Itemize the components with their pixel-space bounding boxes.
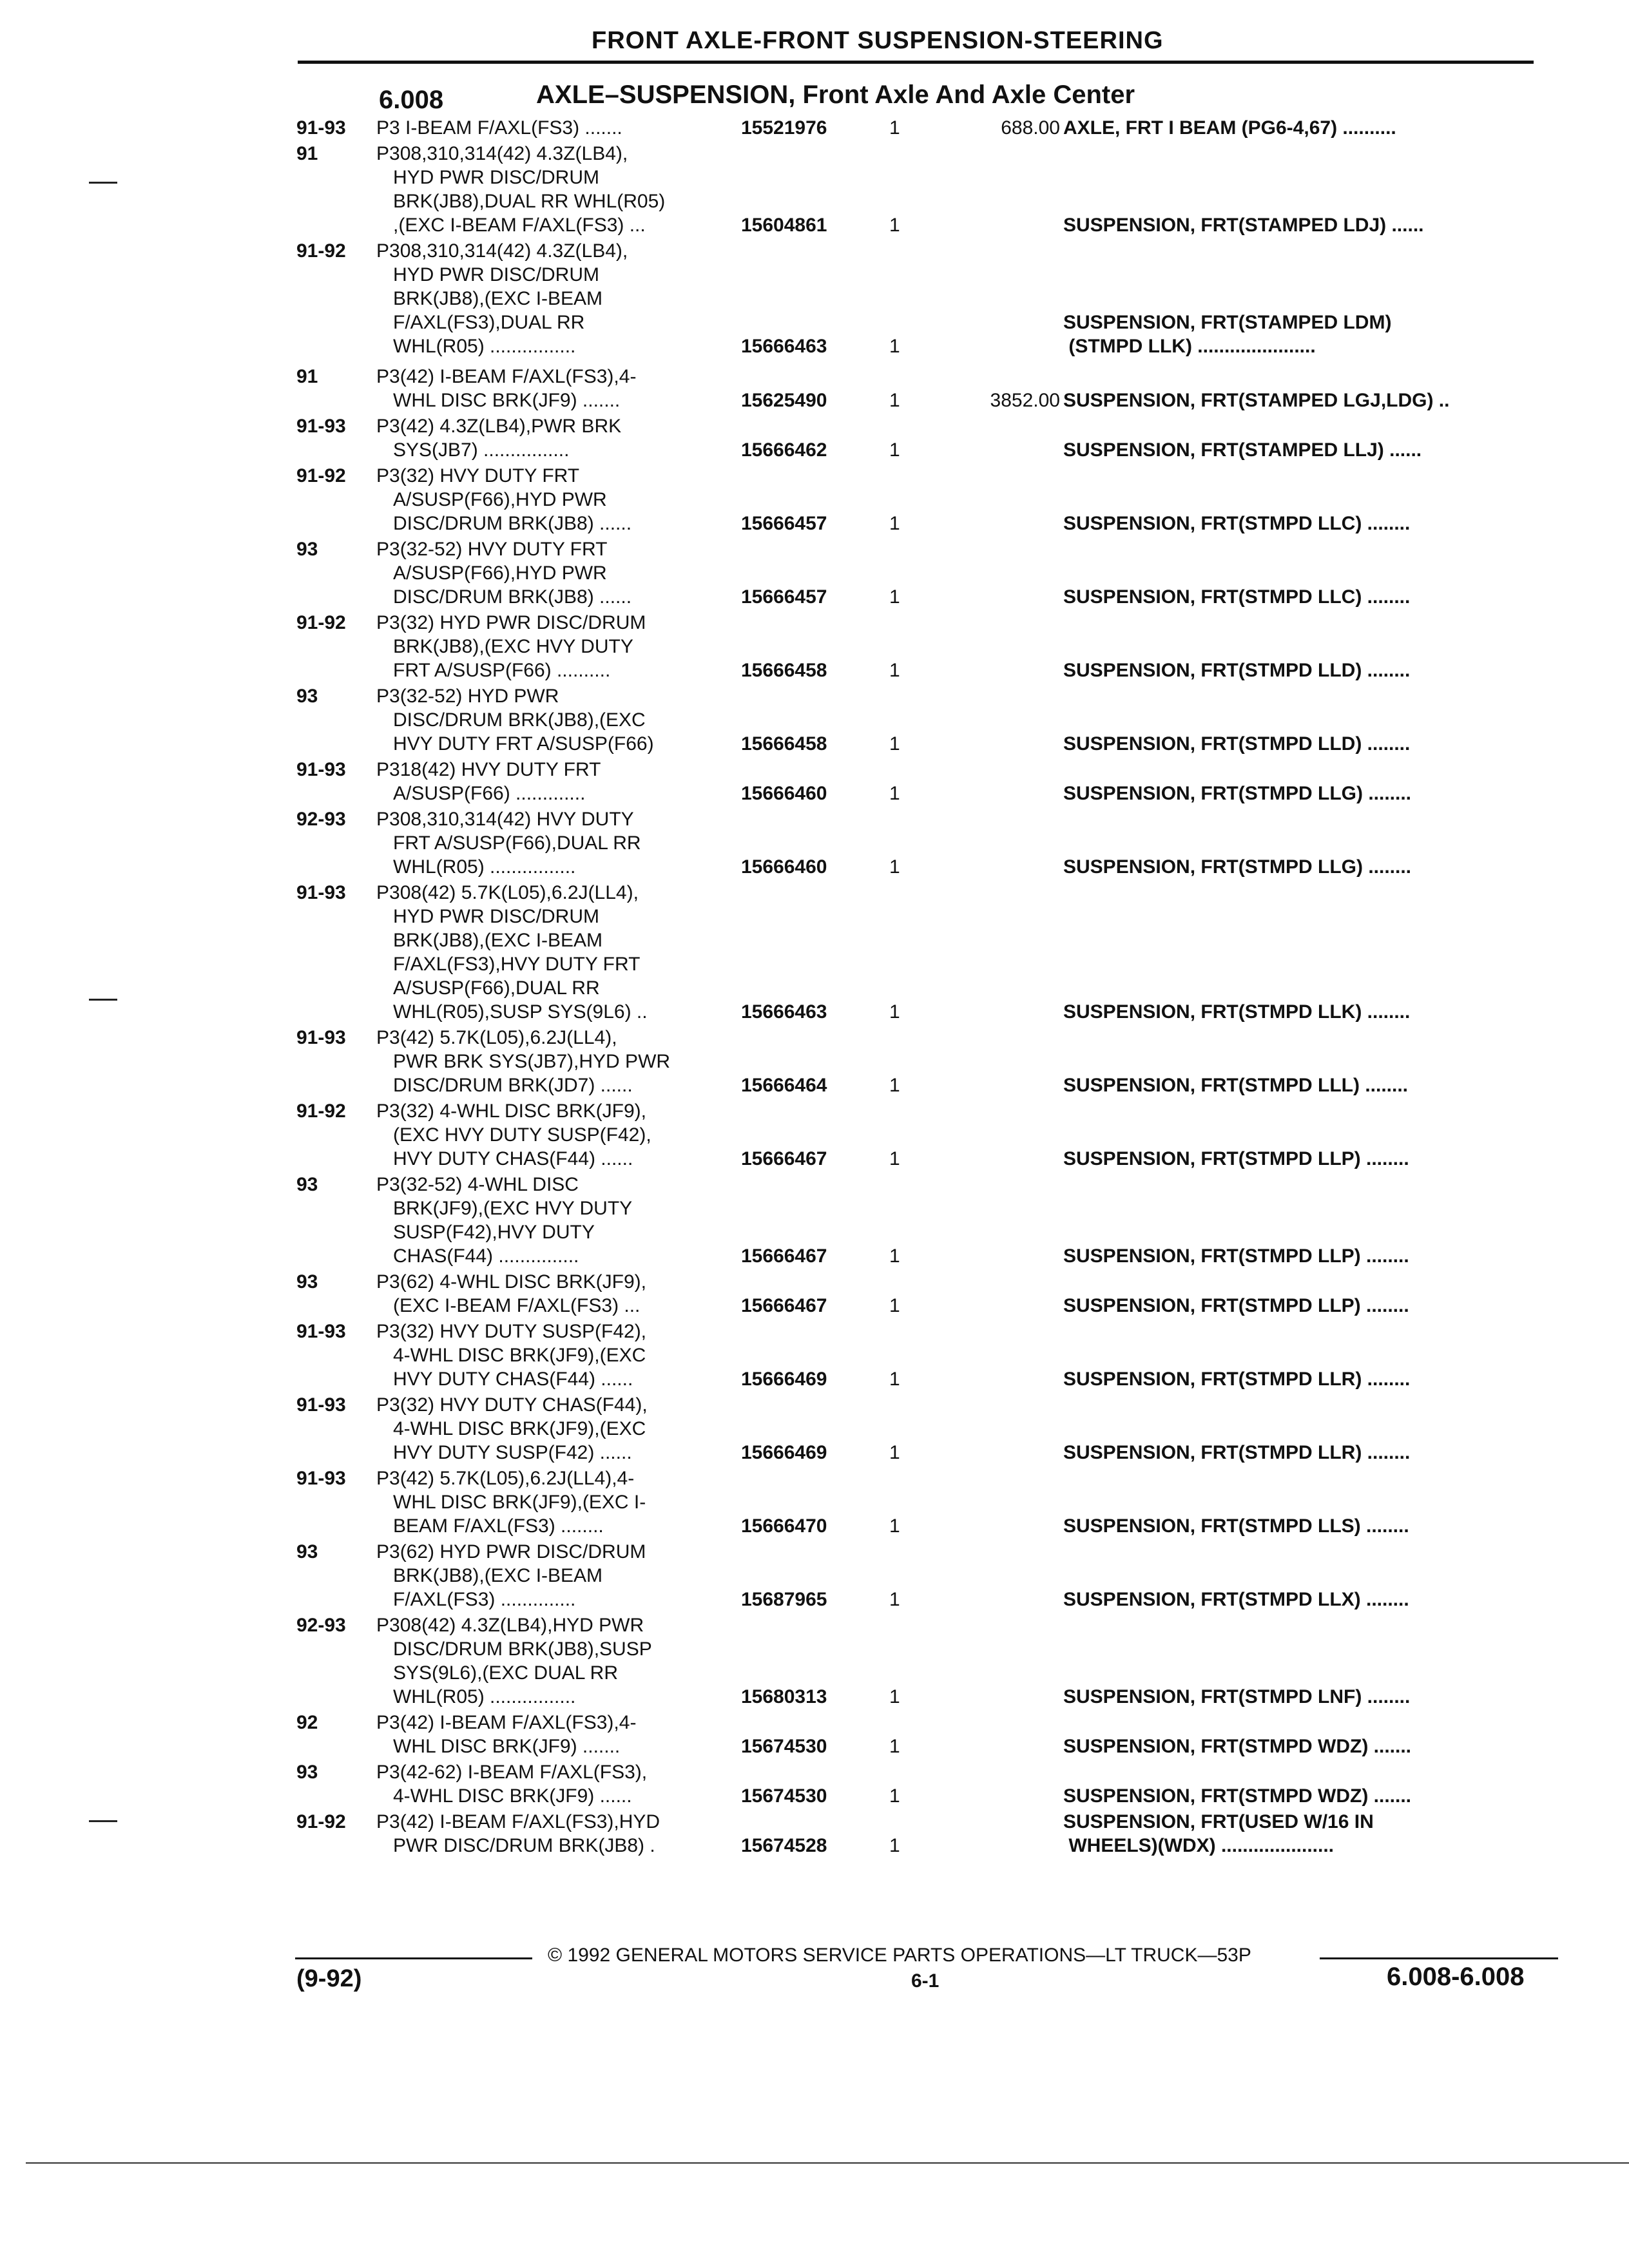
description-line: P3(42) I-BEAM F/AXL(FS3),4- <box>376 366 637 387</box>
model-year: 91-93 <box>296 117 346 139</box>
description-line: CHAS(F44) ............... <box>393 1245 579 1267</box>
description-line: SYS(9L6),(EXC DUAL RR <box>393 1662 618 1684</box>
part-row <box>296 239 1540 358</box>
description-line: P3(32) HVY DUTY CHAS(F44), <box>376 1394 648 1416</box>
part-name: SUSPENSION, FRT(STMPD LLD) ........ <box>1063 733 1411 754</box>
quantity: 1 <box>889 1148 900 1169</box>
part-number: 15666463 <box>741 1001 827 1023</box>
model-year: 91-93 <box>296 1321 346 1342</box>
margin-mark <box>89 1820 117 1822</box>
part-number: 15666458 <box>741 660 827 681</box>
title-rule <box>298 61 1534 64</box>
description-line: BRK(JF9),(EXC HVY DUTY <box>393 1198 633 1219</box>
description-line: FRT A/SUSP(F66),DUAL RR <box>393 832 641 854</box>
model-year: 92 <box>296 1712 318 1733</box>
margin-mark <box>89 999 117 1001</box>
quantity: 1 <box>889 1589 900 1610</box>
parts-table <box>296 116 1540 1858</box>
description-line: P3(32) HVY DUTY SUSP(F42), <box>376 1321 647 1342</box>
description-line: P3 I-BEAM F/AXL(FS3) ....... <box>376 117 622 139</box>
part-row <box>296 1613 1540 1709</box>
description-line: P308(42) 4.3Z(LB4),HYD PWR <box>376 1615 644 1636</box>
description-line: P3(42) 5.7K(L05),6.2J(LL4), <box>376 1027 617 1048</box>
part-number: 15666467 <box>741 1295 827 1316</box>
quantity: 1 <box>889 733 900 754</box>
description-line: WHL(R05) ................ <box>393 856 576 878</box>
description-line: ,(EXC I-BEAM F/AXL(FS3) ... <box>393 215 646 236</box>
description-line: P3(42) 5.7K(L05),6.2J(LL4),4- <box>376 1468 635 1489</box>
model-year: 91-93 <box>296 1027 346 1048</box>
description-line: P3(42) I-BEAM F/AXL(FS3),4- <box>376 1712 637 1733</box>
part-row <box>296 1320 1540 1391</box>
quantity: 1 <box>889 660 900 681</box>
quantity: 1 <box>889 390 900 411</box>
part-name: SUSPENSION, FRT(USED W/16 IN WHEELS)(WDX) ..................... <box>1063 1811 1374 1856</box>
description-line: A/SUSP(F66) ............. <box>393 783 586 804</box>
quantity: 1 <box>889 336 900 357</box>
part-row <box>296 1270 1540 1318</box>
description-line: F/AXL(FS3),DUAL RR <box>393 312 585 333</box>
quantity: 1 <box>889 1442 900 1463</box>
description-line: P308,310,314(42) 4.3Z(LB4), <box>376 240 628 262</box>
description-line: SYS(JB7) ................ <box>393 439 570 461</box>
quantity: 1 <box>889 513 900 534</box>
description-line: BEAM F/AXL(FS3) ........ <box>393 1515 604 1537</box>
description-line: WHL(R05) ................ <box>393 1686 576 1707</box>
quantity: 1 <box>889 1295 900 1316</box>
part-name: SUSPENSION, FRT(STMPD LLD) ........ <box>1063 660 1411 681</box>
model-year: 91-93 <box>296 759 346 780</box>
model-year: 93 <box>296 1271 318 1293</box>
footer-page-number: 6-1 <box>911 1970 940 1992</box>
part-row <box>296 758 1540 805</box>
part-row <box>296 414 1540 462</box>
description-line: BRK(JB8),DUAL RR WHL(R05) <box>393 191 666 212</box>
section-number: 6.008 <box>379 86 444 114</box>
description-line: P3(32-52) 4-WHL DISC <box>376 1174 579 1195</box>
part-name: SUSPENSION, FRT(STMPD LLS) ........ <box>1063 1515 1409 1537</box>
part-number: 15604861 <box>741 215 827 236</box>
part-row <box>296 611 1540 682</box>
description-line: P308(42) 5.7K(L05),6.2J(LL4), <box>376 882 639 903</box>
description-line: 4-WHL DISC BRK(JF9),(EXC <box>393 1418 646 1439</box>
quantity: 1 <box>889 1835 900 1856</box>
description-line: P3(62) 4-WHL DISC BRK(JF9), <box>376 1271 646 1293</box>
part-row <box>296 116 1540 140</box>
description-line: P3(42) I-BEAM F/AXL(FS3),HYD <box>376 1811 660 1832</box>
description-line: WHL DISC BRK(JF9),(EXC I- <box>393 1492 646 1513</box>
footer-rule-left <box>295 1957 532 1959</box>
quantity: 1 <box>889 1001 900 1023</box>
part-row <box>296 142 1540 237</box>
model-year: 93 <box>296 1174 318 1195</box>
part-name: SUSPENSION, FRT(STMPD WDZ) ....... <box>1063 1736 1411 1757</box>
part-number: 15666463 <box>741 336 827 357</box>
part-number: 15666457 <box>741 513 827 534</box>
description-line: BRK(JB8),(EXC HVY DUTY <box>393 636 633 657</box>
description-line: DISC/DRUM BRK(JB8) ...... <box>393 586 632 608</box>
part-number: 15666464 <box>741 1075 827 1096</box>
model-year: 91-93 <box>296 1468 346 1489</box>
description-line: DISC/DRUM BRK(JD7) ...... <box>393 1075 633 1096</box>
description-line: A/SUSP(F66),HYD PWR <box>393 562 607 584</box>
part-name: SUSPENSION, FRT(STMPD WDZ) ....... <box>1063 1785 1411 1807</box>
quantity: 1 <box>889 1515 900 1537</box>
description-line: P318(42) HVY DUTY FRT <box>376 759 601 780</box>
part-name: SUSPENSION, FRT(STAMPED LGJ,LDG) .. <box>1063 390 1450 411</box>
part-number: 15666467 <box>741 1245 827 1267</box>
part-name: SUSPENSION, FRT(STMPD LLP) ........ <box>1063 1148 1409 1169</box>
description-line: DISC/DRUM BRK(JB8) ...... <box>393 513 632 534</box>
quantity: 1 <box>889 117 900 139</box>
model-year: 91-93 <box>296 1394 346 1416</box>
quantity: 1 <box>889 586 900 608</box>
part-name: SUSPENSION, FRT(STAMPED LDM) (STMPD LLK) ...................... <box>1063 312 1392 357</box>
description-line: (EXC I-BEAM F/AXL(FS3) ... <box>393 1295 641 1316</box>
part-row <box>296 1173 1540 1268</box>
description-line: F/AXL(FS3),HVY DUTY FRT <box>393 954 641 975</box>
quantity: 1 <box>889 1785 900 1807</box>
description-line: A/SUSP(F66),DUAL RR <box>393 977 600 999</box>
price: 688.00 <box>1001 117 1060 139</box>
part-number: 15666460 <box>741 856 827 878</box>
part-number: 15666469 <box>741 1442 827 1463</box>
bottom-rule <box>26 2162 1629 2164</box>
model-year: 93 <box>296 1541 318 1562</box>
model-year: 91-92 <box>296 1100 346 1122</box>
description-line: HVY DUTY FRT A/SUSP(F66) <box>393 733 654 754</box>
description-line: BRK(JB8),(EXC I-BEAM <box>393 930 603 951</box>
description-line: 4-WHL DISC BRK(JF9),(EXC <box>393 1345 646 1366</box>
quantity: 1 <box>889 1369 900 1390</box>
model-year: 91-92 <box>296 1811 346 1832</box>
part-row <box>296 1540 1540 1611</box>
model-year: 91 <box>296 143 318 164</box>
part-number: 15674530 <box>741 1785 827 1807</box>
part-row <box>296 684 1540 756</box>
footer-copyright: © 1992 GENERAL MOTORS SERVICE PARTS OPERATIONS—LT TRUCK—53P <box>548 1945 1251 1966</box>
description-line: PWR DISC/DRUM BRK(JB8) . <box>393 1835 655 1856</box>
part-row <box>296 464 1540 535</box>
model-year: 93 <box>296 539 318 560</box>
description-line: WHL(R05) ................ <box>393 336 576 357</box>
description-line: HVY DUTY CHAS(F44) ...... <box>393 1369 633 1390</box>
part-number: 15680313 <box>741 1686 827 1707</box>
description-line: BRK(JB8),(EXC I-BEAM <box>393 1565 603 1586</box>
description-line: F/AXL(FS3) .............. <box>393 1589 576 1610</box>
part-name: SUSPENSION, FRT(STAMPED LDJ) ...... <box>1063 215 1424 236</box>
description-line: P3(42-62) I-BEAM F/AXL(FS3), <box>376 1762 648 1783</box>
description-line: WHL(R05),SUSP SYS(9L6) .. <box>393 1001 648 1023</box>
part-number: 15666470 <box>741 1515 827 1537</box>
description-line: SUSP(F42),HVY DUTY <box>393 1222 595 1243</box>
part-name: SUSPENSION, FRT(STMPD LLP) ........ <box>1063 1245 1409 1267</box>
description-line: 4-WHL DISC BRK(JF9) ...... <box>393 1785 632 1807</box>
part-name: SUSPENSION, FRT(STMPD LLG) ........ <box>1063 856 1412 878</box>
part-number: 15666460 <box>741 783 827 804</box>
description-line: BRK(JB8),(EXC I-BEAM <box>393 288 603 309</box>
model-year: 91-92 <box>296 240 346 262</box>
model-year: 92-93 <box>296 809 346 830</box>
model-year: 91-93 <box>296 882 346 903</box>
part-name: SUSPENSION, FRT(STMPD LLP) ........ <box>1063 1295 1409 1316</box>
part-row <box>296 881 1540 1024</box>
description-line: HYD PWR DISC/DRUM <box>393 167 599 188</box>
description-line: A/SUSP(F66),HYD PWR <box>393 489 607 510</box>
part-row <box>296 1810 1540 1858</box>
part-name: SUSPENSION, FRT(STAMPED LLJ) ...... <box>1063 439 1422 461</box>
description-line: P308,310,314(42) HVY DUTY <box>376 809 634 830</box>
description-line: FRT A/SUSP(F66) .......... <box>393 660 611 681</box>
quantity: 1 <box>889 1686 900 1707</box>
part-number: 15625490 <box>741 390 827 411</box>
part-name: SUSPENSION, FRT(STMPD LNF) ........ <box>1063 1686 1411 1707</box>
model-year: 93 <box>296 1762 318 1783</box>
part-row <box>296 1393 1540 1465</box>
margin-mark <box>89 182 117 184</box>
part-number: 15666458 <box>741 733 827 754</box>
description-line: WHL DISC BRK(JF9) ....... <box>393 390 621 411</box>
description-line: HVY DUTY CHAS(F44) ...... <box>393 1148 633 1169</box>
model-year: 92-93 <box>296 1615 346 1636</box>
description-line: P308,310,314(42) 4.3Z(LB4), <box>376 143 628 164</box>
part-name: SUSPENSION, FRT(STMPD LLC) ........ <box>1063 513 1411 534</box>
description-line: P3(32-52) HVY DUTY FRT <box>376 539 608 560</box>
quantity: 1 <box>889 1245 900 1267</box>
part-name: SUSPENSION, FRT(STMPD LLC) ........ <box>1063 586 1411 608</box>
model-year: 93 <box>296 686 318 707</box>
part-number: 15666462 <box>741 439 827 461</box>
part-row <box>296 1711 1540 1758</box>
part-row <box>296 365 1540 412</box>
part-name: SUSPENSION, FRT(STMPD LLK) ........ <box>1063 1001 1411 1023</box>
part-name: SUSPENSION, FRT(STMPD LLL) ........ <box>1063 1075 1409 1096</box>
price: 3852.00 <box>990 390 1060 411</box>
description-line: P3(32-52) HYD PWR <box>376 686 559 707</box>
part-number: 15666469 <box>741 1369 827 1390</box>
part-row <box>296 537 1540 609</box>
part-row <box>296 1099 1540 1171</box>
quantity: 1 <box>889 439 900 461</box>
section-title: AXLE–SUSPENSION, Front Axle And Axle Center <box>536 81 1135 109</box>
description-line: PWR BRK SYS(JB7),HYD PWR <box>393 1051 671 1072</box>
part-number: 15674528 <box>741 1835 827 1856</box>
description-line: DISC/DRUM BRK(JB8),(EXC <box>393 709 646 731</box>
part-row <box>296 1026 1540 1097</box>
part-name: SUSPENSION, FRT(STMPD LLR) ........ <box>1063 1442 1411 1463</box>
model-year: 91-92 <box>296 465 346 486</box>
description-line: WHL DISC BRK(JF9) ....... <box>393 1736 621 1757</box>
footer-rule-right <box>1320 1957 1558 1959</box>
part-number: 15666467 <box>741 1148 827 1169</box>
part-row <box>296 1466 1540 1538</box>
quantity: 1 <box>889 1736 900 1757</box>
footer-date: (9-92) <box>296 1965 362 1992</box>
part-number: 15666457 <box>741 586 827 608</box>
part-number: 15521976 <box>741 117 827 139</box>
description-line: HYD PWR DISC/DRUM <box>393 906 599 927</box>
description-line: P3(32) HVY DUTY FRT <box>376 465 580 486</box>
description-line: P3(32) 4-WHL DISC BRK(JF9), <box>376 1100 646 1122</box>
footer-section-range: 6.008-6.008 <box>1387 1963 1525 1991</box>
quantity: 1 <box>889 856 900 878</box>
model-year: 91-92 <box>296 612 346 633</box>
description-line: (EXC HVY DUTY SUSP(F42), <box>393 1124 651 1146</box>
part-name: AXLE, FRT I BEAM (PG6-4,67) .......... <box>1063 117 1396 139</box>
description-line: P3(42) 4.3Z(LB4),PWR BRK <box>376 416 622 437</box>
description-line: P3(32) HYD PWR DISC/DRUM <box>376 612 646 633</box>
part-name: SUSPENSION, FRT(STMPD LLR) ........ <box>1063 1369 1411 1390</box>
quantity: 1 <box>889 783 900 804</box>
part-number: 15687965 <box>741 1589 827 1610</box>
quantity: 1 <box>889 215 900 236</box>
page-title: FRONT AXLE-FRONT SUSPENSION-STEERING <box>592 27 1164 54</box>
model-year: 91 <box>296 366 318 387</box>
part-name: SUSPENSION, FRT(STMPD LLG) ........ <box>1063 783 1412 804</box>
part-row <box>296 1760 1540 1808</box>
model-year: 91-93 <box>296 416 346 437</box>
description-line: DISC/DRUM BRK(JB8),SUSP <box>393 1639 652 1660</box>
part-row <box>296 807 1540 879</box>
part-name: SUSPENSION, FRT(STMPD LLX) ........ <box>1063 1589 1409 1610</box>
description-line: HVY DUTY SUSP(F42) ...... <box>393 1442 632 1463</box>
part-number: 15674530 <box>741 1736 827 1757</box>
quantity: 1 <box>889 1075 900 1096</box>
description-line: HYD PWR DISC/DRUM <box>393 264 599 285</box>
description-line: P3(62) HYD PWR DISC/DRUM <box>376 1541 646 1562</box>
